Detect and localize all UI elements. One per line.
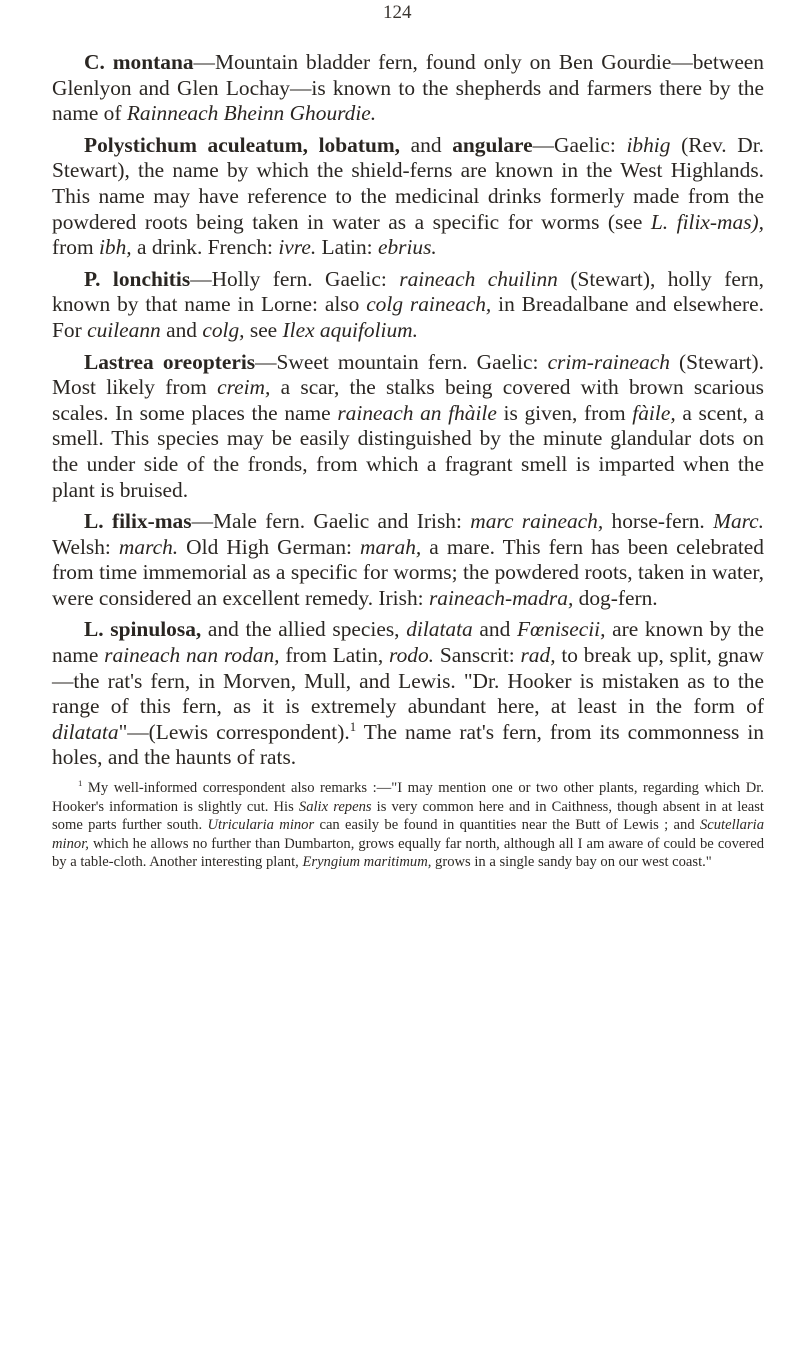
italic-term: Ilex aquifolium. [282,317,418,342]
text-run: is very common here and in Caithness, though absent in at least some parts further south. [52,798,764,834]
italic-term: rodo. [389,643,435,668]
footnote-ref: 1 [349,719,357,734]
italic-term: L. filix-mas), [650,209,764,234]
text-run: Welsh: [52,534,119,559]
italic-term: Rainneach Bheinn Ghourdie. [126,101,377,126]
text-run: Old High German: [178,534,361,559]
italic-term: dilatata [406,617,473,642]
italic-term: creim, [217,375,271,400]
text-run: which he allows no further than Dumbarton, grows equally far north, although all I am aware of could be covered by a table-cloth. Another interesting plant, [52,835,764,871]
text-run: to break up, split, gnaw—the rat's fern, in Morven, Mull, and Lewis. "Dr. Hooker is mistaken as to the range of this fern, as it is extremely abundant here, at least in the form of [52,643,764,719]
italic-term: Eryngium maritimum, [302,854,432,871]
text-run: —Male fern. Gaelic and Irish: [191,509,471,534]
italic-term: raineach-madra, [428,585,574,610]
text-run: (Stewart), holly fern, known by that name in Lorne: also [52,266,764,317]
italic-term: ibhig [626,132,671,157]
footnote [52,779,764,872]
italic-term: cuileann [87,317,161,342]
entry-paragraph [52,350,764,504]
bold-term: angulare [452,132,533,157]
italic-term: marc raineach, [470,509,604,534]
text-run: dog-fern. [573,585,658,610]
italic-term: colg, [202,317,245,342]
italic-term: raineach an fhàile [337,400,497,425]
text-run: —Sweet mountain fern. Gaelic: [255,349,548,374]
italic-term: Scutellaria minor, [52,817,765,852]
text-run: (Rev. Dr. Stewart), the name by which the shield-ferns are known in the West Highlands. This name may have reference to the medicinal drinks formerly made from the powdered roots being taken in water as a specific for worms (see [52,132,764,234]
text-run: a scent, a smell. This species may be easily distinguished by the minute glandular dots on the under side of the fronds, from which a fragrant smell is imparted when the plant is bruised. [52,400,764,502]
italic-term: dilatata [52,719,119,744]
italic-term: Fœnisecii, [516,617,606,642]
text-run: horse-fern. [603,509,714,534]
entry-paragraph [52,509,764,611]
text-run: a mare. This fern has been celebrated from time immemorial as a specific for worms; the powdered roots, taken in water, were considered an excellent remedy. Irish: [52,534,764,610]
italic-term: crim-raineach [547,349,670,374]
text-run: and the allied species, [201,617,407,642]
footnote-marker: 1 [78,778,83,789]
italic-term: ebrius. [377,235,437,260]
entry-heading: L. filix-mas [84,509,192,534]
text-run: —Gaelic: [532,132,627,157]
entry-paragraph [52,267,764,344]
italic-term: Marc. [713,509,765,534]
italic-term: ibh, [98,235,132,260]
text-run: in Breadalbane and elsewhere. For [52,292,764,342]
text-run: and [160,317,203,342]
text-run: Latin: [316,235,378,260]
text-run: see [244,317,283,342]
text-run: grows in a single sandy bay on our west coast." [431,854,712,871]
text-run: and [400,132,453,157]
italic-term: Salix repens [298,798,372,815]
entry-heading: P. lonchitis [84,266,191,291]
entry-heading: Lastrea oreopteris [84,349,256,374]
italic-term: rad, [520,643,556,668]
entry-paragraph [52,50,764,127]
entry-paragraph [52,133,764,261]
italic-term: raineach chuilinn [399,266,558,291]
text-run: from Latin, [279,643,390,668]
text-run: (Stewart). Most likely from [52,349,764,400]
text-run: a drink. French: [131,235,279,260]
text-run: My well-informed correspondent also remarks :—"I may mention one or two other plants, regarding which Dr. Hooker's information is slightly cut. His [52,780,764,815]
text-run: from [52,235,99,260]
italic-term: march. [118,534,179,559]
entry-heading: C. montana [84,50,194,74]
italic-term: raineach nan rodan, [104,643,280,668]
text-run: are known by the name [52,617,764,668]
text-run: The name rat's fern, from its commonness in holes, and the haunts of rats. [52,719,764,770]
text-run: Sanscrit: [434,643,521,668]
text-run: —Holly fern. Gaelic: [190,266,400,291]
text-run: is given, from [496,400,633,425]
entry-heading: Polystichum aculeatum, lobatum, [84,132,401,157]
italic-term: colg raineach, [366,292,492,317]
page-number: 124 [383,2,412,23]
text-run: and [472,617,517,642]
text-run: —Mountain bladder fern, found only on Ben Gourdie—between Glenlyon and Glen Lochay—is known to the shepherds and farmers there by the name of [52,50,764,126]
italic-term: Utricularia minor [207,817,315,834]
entry-list [52,50,764,771]
italic-term: ivre. [278,235,317,260]
body-text [52,50,764,872]
entry-heading: L. spinulosa, [84,617,202,642]
text-run: "—(Lewis correspondent). [118,719,350,744]
italic-term: marah, [360,534,422,559]
text-run: can easily be found in quantities near the Butt of Lewis ; and [314,817,700,834]
text-run: a scar, the stalks being covered with brown scarious scales. In some places the name [52,375,764,425]
entry-paragraph [52,617,764,771]
italic-term: fàile, [632,400,676,425]
